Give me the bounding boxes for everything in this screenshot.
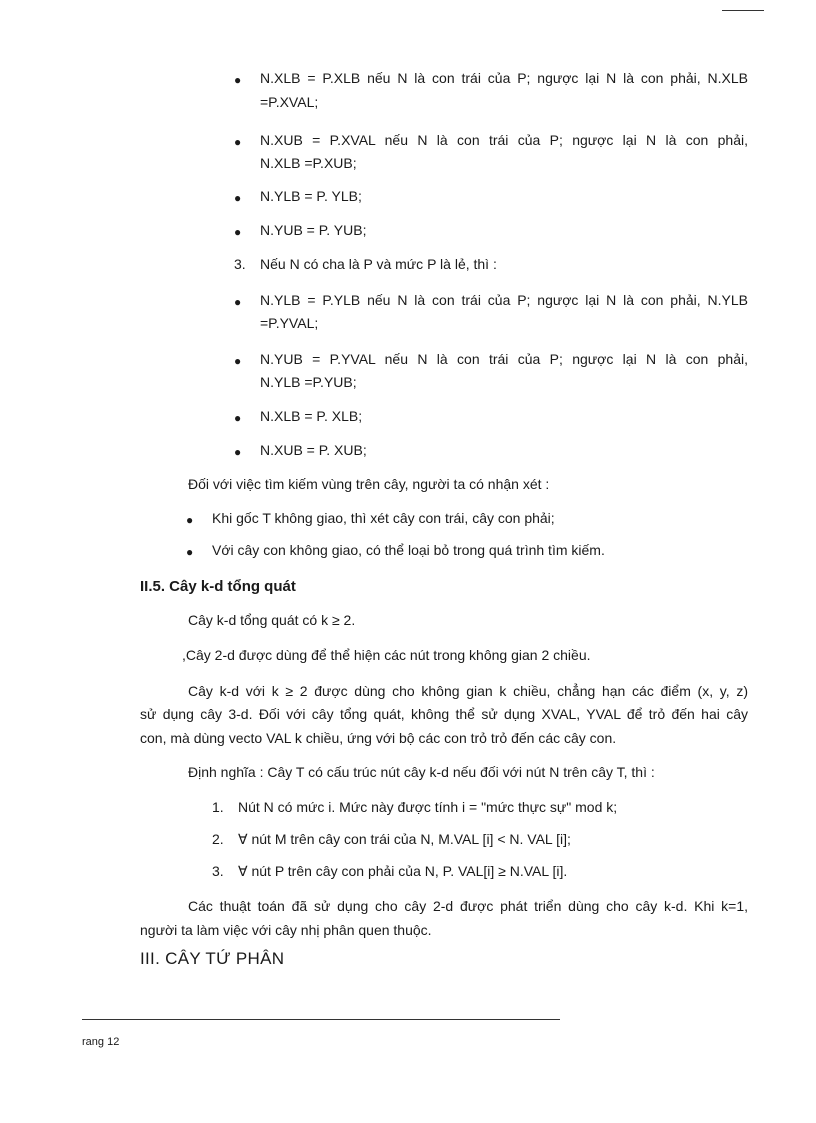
section-heading: II.5. Cây k-d tổng quát <box>140 578 296 595</box>
bullet-line: Với cây con không giao, có thể loại bỏ trong quá trình tìm kiếm. <box>212 542 605 558</box>
list-item-text: ∀ nút P trên cây con phải của N, P. VAL[i] ≥ N.VAL [i]. <box>238 863 568 879</box>
bullet-dot: ● <box>186 545 194 559</box>
list-number: 2. <box>212 831 224 847</box>
paragraph-line: sử dụng cây 3-d. Đối với cây tổng quát, không thể sử dụng XVAL, YVAL để trỏ đến hai cây <box>140 706 748 722</box>
bullet-line: N.XUB = P.XVAL nếu N là con trái của P; ngược lại N là con phải, <box>260 132 748 148</box>
bullet-dot: ● <box>234 445 242 459</box>
bullet-dot: ● <box>186 513 194 527</box>
bullet-line: N.XLB =P.XUB; <box>260 155 357 171</box>
bullet-line: N.YUB = P.YVAL nếu N là con trái của P; ngược lại N là con phải, <box>260 351 748 367</box>
paragraph-line: Cây k-d với k ≥ 2 được dùng cho không gian k chiều, chẳng hạn các điểm (x, y, z) <box>188 683 748 699</box>
paragraph-line: Các thuật toán đã sử dụng cho cây 2-d được phát triển dùng cho cây k-d. Khi k=1, <box>188 898 748 914</box>
page-number: rang 12 <box>82 1036 120 1048</box>
bullet-line: =P.XVAL; <box>260 94 319 110</box>
bullet-dot: ● <box>234 411 242 425</box>
footer-rule <box>82 1019 560 1020</box>
bullet-dot: ● <box>234 354 242 368</box>
paragraph: ,Cây 2-d được dùng để thể hiện các nút trong không gian 2 chiều. <box>182 647 591 663</box>
list-number: 1. <box>212 799 224 815</box>
remark-text: Đối với việc tìm kiếm vùng trên cây, người ta có nhận xét : <box>188 476 550 492</box>
bullet-dot: ● <box>234 73 242 87</box>
section-title: III. CÂY TỨ PHÂN <box>140 949 285 968</box>
bullet-line: N.XLB = P.XLB nếu N là con trái của P; ngược lại N là con phải, N.XLB <box>260 70 748 86</box>
bullet-line: =P.YVAL; <box>260 315 319 331</box>
bullet-line: N.YLB = P. YLB; <box>260 188 362 204</box>
bullet-dot: ● <box>234 295 242 309</box>
bullet-line: Khi gốc T không giao, thì xét cây con trái, cây con phải; <box>212 510 555 526</box>
definition: Định nghĩa : Cây T có cấu trúc nút cây k-d nếu đối với nút N trên cây T, thì : <box>188 764 655 780</box>
list-item-text: Nếu N có cha là P và mức P là lẻ, thì : <box>260 256 497 272</box>
paragraph: Cây k-d tổng quát có k ≥ 2. <box>188 612 356 628</box>
bullet-line: N.XUB = P. XUB; <box>260 442 367 458</box>
list-item-text: ∀ nút M trên cây con trái của N, M.VAL [i] < N. VAL [i]; <box>238 831 571 847</box>
bullet-line: N.XLB = P. XLB; <box>260 408 363 424</box>
bullet-dot: ● <box>234 191 242 205</box>
list-item-text: Nút N có mức i. Mức này được tính i = "mức thực sự" mod k; <box>238 799 618 815</box>
bullet-line: N.YLB =P.YUB; <box>260 374 357 390</box>
paragraph-line: người ta làm việc với cây nhị phân quen thuộc. <box>140 922 432 938</box>
bullet-dot: ● <box>234 135 242 149</box>
list-number: 3. <box>234 256 246 272</box>
bullet-line: N.YUB = P. YUB; <box>260 222 367 238</box>
bullet-line: N.YLB = P.YLB nếu N là con trái của P; ngược lại N là con phải, N.YLB <box>260 292 748 308</box>
paragraph-line: con, mà dùng vecto VAL k chiều, ứng với bộ các con trỏ trỏ đến các cây con. <box>140 730 617 746</box>
header-rule <box>722 10 764 11</box>
bullet-dot: ● <box>234 225 242 239</box>
list-number: 3. <box>212 863 224 879</box>
